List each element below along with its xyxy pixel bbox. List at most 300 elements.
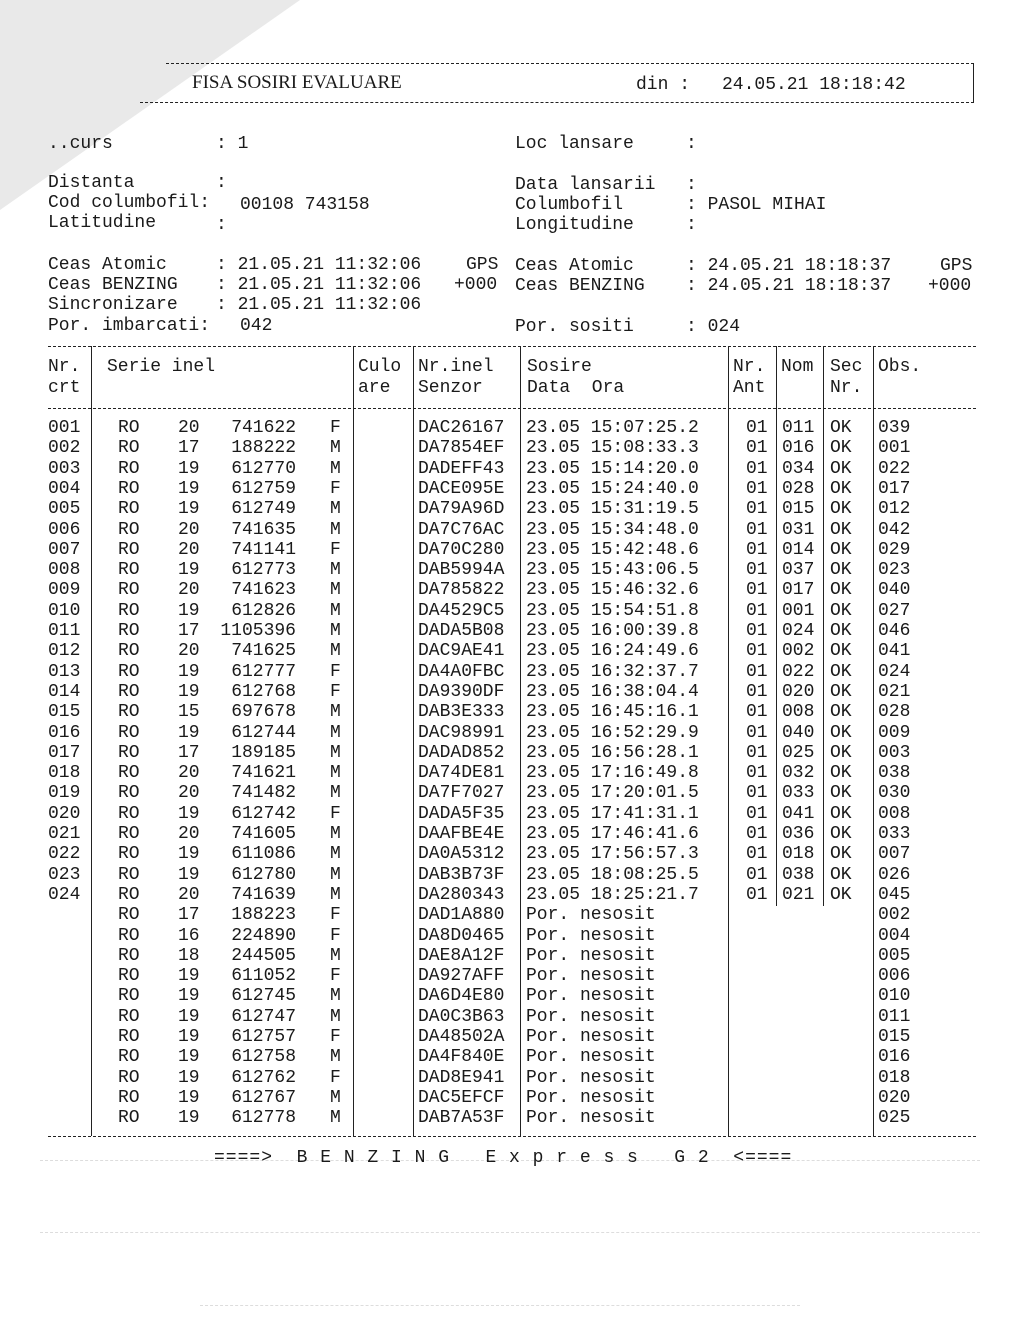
cell-an: 20: [178, 580, 200, 601]
ceas-benzing-start-label: Ceas BENZING: [48, 275, 178, 295]
cell-nom: 016: [782, 438, 815, 459]
cell-tara: RO: [118, 478, 140, 499]
cell-crt: 008: [48, 560, 81, 581]
cell-an: 19: [178, 966, 200, 987]
cell-obs: 004: [878, 925, 911, 946]
cell-an: 19: [178, 661, 200, 682]
cell-senzor: DA927AFF: [418, 966, 505, 987]
cell-nom: 008: [782, 702, 815, 723]
cell-sex: M: [330, 702, 341, 723]
header-crt: crt: [48, 378, 81, 398]
cell-crt: 001: [48, 418, 81, 438]
cell-an: 20: [178, 884, 200, 905]
cell-nr: 224890: [231, 925, 296, 946]
cell-tara: RO: [118, 600, 140, 621]
cell-nr: 741622: [231, 418, 296, 438]
cell-senzor: DA8D0465: [418, 925, 505, 946]
cell-nr: 189185: [231, 742, 296, 763]
cell-sosire: Por. nesosit: [526, 1067, 656, 1088]
cell-senzor: DA79A96D: [418, 499, 505, 520]
cell-sec: OK: [830, 539, 852, 560]
header-top-border: [166, 63, 974, 64]
cell-senzor: DA9390DF: [418, 681, 505, 702]
table-row: [0, 723, 1024, 743]
cell-sec: OK: [830, 418, 852, 438]
cell-nom: 001: [782, 600, 815, 621]
cell-sex: F: [330, 966, 341, 987]
cell-sosire: 23.05 17:16:49.8: [526, 763, 699, 784]
cell-sex: M: [330, 621, 341, 641]
cell-senzor: DAC98991: [418, 722, 505, 743]
cell-tara: RO: [118, 1067, 140, 1088]
cell-an: 19: [178, 458, 200, 479]
cell-ant: 01: [746, 884, 768, 905]
header-right-border: [973, 63, 974, 103]
cell-sex: F: [330, 478, 341, 499]
footer-brand: ====> B E N Z I N G E x p r e s s G 2 <====: [214, 1148, 793, 1168]
cell-obs: 038: [878, 763, 911, 784]
cod-columbofil-label: Cod columbofil:: [48, 193, 211, 213]
cell-nr: 612749: [231, 499, 296, 520]
table-row: [0, 804, 1024, 824]
cell-nr: 741482: [231, 783, 296, 804]
cell-senzor: DACE095E: [418, 478, 505, 499]
cell-nr: 612744: [231, 722, 296, 743]
cell-an: 17: [178, 438, 200, 459]
cell-sec: OK: [830, 742, 852, 763]
cell-sosire: Por. nesosit: [526, 966, 656, 987]
table-row: [0, 580, 1024, 600]
distanta-value: :: [216, 173, 227, 193]
cell-sec: OK: [830, 641, 852, 662]
cell-crt: 013: [48, 661, 81, 682]
cell-obs: 005: [878, 945, 911, 966]
ceas-atomic-end-suffix: GPS: [940, 256, 973, 276]
cell-sex: F: [330, 1067, 341, 1088]
table-row: [0, 1108, 1024, 1128]
header-nr-inel: Nr.inel: [418, 357, 494, 377]
cell-senzor: DAB7A53F: [418, 1108, 505, 1129]
cell-nom: 034: [782, 458, 815, 479]
cell-sex: F: [330, 1027, 341, 1047]
cell-sec: OK: [830, 864, 852, 885]
cell-sex: M: [330, 641, 341, 662]
ceas-atomic-start-value: : 21.05.21 11:32:06: [216, 255, 422, 275]
cell-obs: 011: [878, 1006, 911, 1027]
table-row: [0, 459, 1024, 479]
header-nom: Nom: [781, 357, 814, 377]
cell-tara: RO: [118, 539, 140, 560]
cell-nr: 612745: [231, 986, 296, 1007]
cell-crt: 016: [48, 722, 81, 743]
cell-senzor: DA0A5312: [418, 844, 505, 865]
cell-nr: 611052: [231, 966, 296, 987]
cell-nr: 611086: [231, 844, 296, 865]
cell-ant: 01: [746, 621, 768, 641]
table-row: [0, 621, 1024, 641]
cell-crt: 002: [48, 438, 81, 459]
cell-nr: 741635: [231, 519, 296, 540]
distanta-label: Distanta: [48, 173, 135, 193]
cell-senzor: DADA5F35: [418, 803, 505, 824]
cell-sosire: Por. nesosit: [526, 1027, 656, 1047]
table-row: [0, 986, 1024, 1006]
cell-senzor: DA280343: [418, 884, 505, 905]
cell-tara: RO: [118, 560, 140, 581]
cell-nom: 024: [782, 621, 815, 641]
cell-sec: OK: [830, 884, 852, 905]
header-nr: Nr.: [48, 357, 81, 377]
por-sositi-value: : 024: [686, 317, 741, 337]
cell-sex: F: [330, 803, 341, 824]
cell-tara: RO: [118, 986, 140, 1007]
cell-senzor: DA70C280: [418, 539, 505, 560]
cell-an: 20: [178, 783, 200, 804]
longitudine-label: Longitudine: [515, 215, 634, 235]
cell-tara: RO: [118, 722, 140, 743]
cell-senzor: DAAFBE4E: [418, 824, 505, 844]
por-imbarcati-label: Por. imbarcati:: [48, 316, 211, 336]
cell-nr: 612767: [231, 1087, 296, 1108]
cell-sec: OK: [830, 438, 852, 459]
cell-tara: RO: [118, 519, 140, 540]
cell-sosire: 23.05 16:52:29.9: [526, 722, 699, 743]
cell-nr: 612770: [231, 458, 296, 479]
cell-crt: 010: [48, 600, 81, 621]
cell-crt: 017: [48, 742, 81, 763]
cell-tara: RO: [118, 803, 140, 824]
table-row: [0, 946, 1024, 966]
table-row: [0, 438, 1024, 458]
cell-obs: 008: [878, 803, 911, 824]
cell-sex: M: [330, 1047, 341, 1068]
cell-ant: 01: [746, 824, 768, 844]
cell-tara: RO: [118, 702, 140, 723]
cell-senzor: DADEFF43: [418, 458, 505, 479]
cell-sosire: 23.05 17:41:31.1: [526, 803, 699, 824]
por-imbarcati-value: 042: [240, 316, 273, 336]
table-row: [0, 682, 1024, 702]
cell-sosire: 23.05 16:38:04.4: [526, 681, 699, 702]
cell-obs: 002: [878, 905, 911, 926]
cell-tara: RO: [118, 458, 140, 479]
cell-obs: 020: [878, 1087, 911, 1108]
cell-nr: 741621: [231, 763, 296, 784]
bleed-through-line: [200, 1305, 800, 1307]
cell-senzor: DA785822: [418, 580, 505, 601]
cell-an: 19: [178, 1087, 200, 1108]
cell-nr: 188222: [231, 438, 296, 459]
cell-sosire: 23.05 15:46:32.6: [526, 580, 699, 601]
cell-nr: 612757: [231, 1027, 296, 1047]
cell-sex: M: [330, 884, 341, 905]
cell-obs: 046: [878, 621, 911, 641]
cell-obs: 023: [878, 560, 911, 581]
cell-crt: 012: [48, 641, 81, 662]
cell-nr: 741623: [231, 580, 296, 601]
cell-crt: 024: [48, 884, 81, 905]
table-row: [0, 1068, 1024, 1088]
cell-nom: 041: [782, 803, 815, 824]
cell-ant: 01: [746, 661, 768, 682]
cell-sec: OK: [830, 478, 852, 499]
cell-sosire: 23.05 17:46:41.6: [526, 824, 699, 844]
cell-an: 19: [178, 600, 200, 621]
cell-sex: M: [330, 864, 341, 885]
cell-ant: 01: [746, 458, 768, 479]
cell-sec: OK: [830, 844, 852, 865]
cell-crt: 015: [48, 702, 81, 723]
cell-obs: 026: [878, 864, 911, 885]
cell-sec: OK: [830, 458, 852, 479]
cell-senzor: DAC5EFCF: [418, 1087, 505, 1108]
cell-nr: 244505: [231, 945, 296, 966]
cell-crt: 004: [48, 478, 81, 499]
cell-obs: 010: [878, 986, 911, 1007]
table-row: [0, 844, 1024, 864]
cell-senzor: DADA5B08: [418, 621, 505, 641]
cell-an: 19: [178, 1006, 200, 1027]
cell-tara: RO: [118, 824, 140, 844]
cell-ant: 01: [746, 681, 768, 702]
cell-nr: 741605: [231, 824, 296, 844]
header-serie-inel: Serie inel: [107, 357, 216, 377]
cell-tara: RO: [118, 945, 140, 966]
cell-crt: 022: [48, 844, 81, 865]
cell-an: 18: [178, 945, 200, 966]
cell-sosire: 23.05 15:34:48.0: [526, 519, 699, 540]
cell-obs: 040: [878, 580, 911, 601]
cell-tara: RO: [118, 641, 140, 662]
cell-obs: 030: [878, 783, 911, 804]
cell-sex: F: [330, 418, 341, 438]
cell-ant: 01: [746, 519, 768, 540]
cell-sec: OK: [830, 803, 852, 824]
ceas-benzing-start-value: : 21.05.21 11:32:06: [216, 275, 422, 295]
cell-ant: 01: [746, 539, 768, 560]
cell-sec: OK: [830, 661, 852, 682]
cell-senzor: DAD1A880: [418, 905, 505, 926]
cell-tara: RO: [118, 864, 140, 885]
cell-obs: 041: [878, 641, 911, 662]
cell-nr: 612758: [231, 1047, 296, 1068]
cell-obs: 024: [878, 661, 911, 682]
cell-sosire: 23.05 15:54:51.8: [526, 600, 699, 621]
cell-nr: 612762: [231, 1067, 296, 1088]
cell-senzor: DA0C3B63: [418, 1006, 505, 1027]
table-row: [0, 1047, 1024, 1067]
cell-crt: 005: [48, 499, 81, 520]
cell-sec: OK: [830, 824, 852, 844]
concurs-value: : 1: [216, 134, 249, 154]
data-lansarii-value: :: [686, 175, 697, 195]
table-row: [0, 1088, 1024, 1108]
cell-nom: 036: [782, 824, 815, 844]
cell-obs: 006: [878, 966, 911, 987]
cell-sex: M: [330, 438, 341, 459]
cell-sosire: Por. nesosit: [526, 945, 656, 966]
cell-ant: 01: [746, 438, 768, 459]
cell-an: 19: [178, 722, 200, 743]
cell-nr: 612759: [231, 478, 296, 499]
cell-senzor: DA4529C5: [418, 600, 505, 621]
cell-ant: 01: [746, 702, 768, 723]
cell-an: 20: [178, 641, 200, 662]
cell-sosire: Por. nesosit: [526, 1108, 656, 1129]
cell-an: 20: [178, 418, 200, 438]
date-value: 24.05.21 18:18:42: [722, 75, 906, 95]
header-obs: Obs.: [878, 357, 922, 377]
cell-tara: RO: [118, 966, 140, 987]
cell-sex: M: [330, 1108, 341, 1129]
cell-tara: RO: [118, 1027, 140, 1047]
cell-obs: 029: [878, 539, 911, 560]
cell-nom: 011: [782, 418, 815, 438]
header-culoare-top: Culo: [358, 357, 402, 377]
cell-obs: 045: [878, 884, 911, 905]
cell-sosire: 23.05 16:56:28.1: [526, 742, 699, 763]
cell-tara: RO: [118, 438, 140, 459]
cell-senzor: DA48502A: [418, 1027, 505, 1047]
cell-ant: 01: [746, 742, 768, 763]
cell-sex: M: [330, 783, 341, 804]
cell-sosire: 23.05 15:14:20.0: [526, 458, 699, 479]
cell-tara: RO: [118, 925, 140, 946]
cell-sosire: Por. nesosit: [526, 905, 656, 926]
cell-nom: 014: [782, 539, 815, 560]
cell-senzor: DA7F7027: [418, 783, 505, 804]
cell-tara: RO: [118, 681, 140, 702]
cell-tara: RO: [118, 499, 140, 520]
table-row: [0, 1027, 1024, 1047]
cell-nr: 1105396: [220, 621, 296, 641]
cell-ant: 01: [746, 844, 768, 865]
cell-ant: 01: [746, 722, 768, 743]
cell-crt: 009: [48, 580, 81, 601]
cell-nom: 021: [782, 884, 815, 905]
cell-sex: M: [330, 824, 341, 844]
cell-sex: M: [330, 560, 341, 581]
cell-crt: 023: [48, 864, 81, 885]
table-row: [0, 743, 1024, 763]
cell-sex: M: [330, 1087, 341, 1108]
cell-sex: M: [330, 600, 341, 621]
table-row: [0, 520, 1024, 540]
cell-obs: 025: [878, 1108, 911, 1129]
columbofil-label: Columbofil: [515, 195, 624, 215]
cell-senzor: DAC26167: [418, 418, 505, 438]
cell-nr: 612778: [231, 1108, 296, 1129]
cell-nom: 022: [782, 661, 815, 682]
cell-tara: RO: [118, 1006, 140, 1027]
cell-an: 16: [178, 925, 200, 946]
table-row: [0, 540, 1024, 560]
cell-sosire: 23.05 15:42:48.6: [526, 539, 699, 560]
table-row: [0, 702, 1024, 722]
cell-nr: 612768: [231, 681, 296, 702]
cell-sec: OK: [830, 600, 852, 621]
cell-sec: OK: [830, 499, 852, 520]
cell-an: 19: [178, 803, 200, 824]
cell-nom: 031: [782, 519, 815, 540]
cell-sex: M: [330, 722, 341, 743]
cell-tara: RO: [118, 1087, 140, 1108]
cell-obs: 007: [878, 844, 911, 865]
ceas-benzing-end-value: : 24.05.21 18:18:37: [686, 276, 892, 296]
cell-tara: RO: [118, 621, 140, 641]
cell-sex: M: [330, 763, 341, 784]
cell-sec: OK: [830, 702, 852, 723]
cell-obs: 027: [878, 600, 911, 621]
cell-an: 19: [178, 864, 200, 885]
cell-an: 19: [178, 560, 200, 581]
table-row: [0, 783, 1024, 803]
cell-obs: 028: [878, 702, 911, 723]
cell-an: 19: [178, 681, 200, 702]
cell-obs: 039: [878, 418, 911, 438]
cell-ant: 01: [746, 763, 768, 784]
cell-sosire: 23.05 17:20:01.5: [526, 783, 699, 804]
cell-sec: OK: [830, 681, 852, 702]
cell-sosire: 23.05 16:24:49.6: [526, 641, 699, 662]
cell-sosire: 23.05 15:07:25.2: [526, 418, 699, 438]
cell-nr: 188223: [231, 905, 296, 926]
latitudine-value: :: [216, 215, 227, 235]
cell-nr: 697678: [231, 702, 296, 723]
cell-sosire: 23.05 15:24:40.0: [526, 478, 699, 499]
cell-tara: RO: [118, 742, 140, 763]
cell-obs: 003: [878, 742, 911, 763]
cell-an: 19: [178, 844, 200, 865]
table-bottom-border: [48, 1136, 976, 1137]
table-row: [0, 865, 1024, 885]
cell-sosire: Por. nesosit: [526, 1047, 656, 1068]
cell-sosire: Por. nesosit: [526, 1006, 656, 1027]
cell-crt: 019: [48, 783, 81, 804]
ceas-atomic-end-value: : 24.05.21 18:18:37: [686, 256, 892, 276]
cell-sex: F: [330, 681, 341, 702]
cell-ant: 01: [746, 783, 768, 804]
cell-obs: 018: [878, 1067, 911, 1088]
cell-nr: 741639: [231, 884, 296, 905]
header-sosire: Sosire: [527, 357, 592, 377]
cell-sex: M: [330, 844, 341, 865]
cell-nom: 037: [782, 560, 815, 581]
cell-nom: 033: [782, 783, 815, 804]
cell-an: 19: [178, 1108, 200, 1129]
cell-sec: OK: [830, 580, 852, 601]
table-row: [0, 824, 1024, 844]
cell-tara: RO: [118, 1108, 140, 1129]
ceas-atomic-end-label: Ceas Atomic: [515, 256, 634, 276]
cell-tara: RO: [118, 905, 140, 926]
table-row: [0, 926, 1024, 946]
folded-page-corner: [0, 0, 300, 210]
cell-sosire: 23.05 17:56:57.3: [526, 844, 699, 865]
cell-sex: F: [330, 925, 341, 946]
cell-crt: 006: [48, 519, 81, 540]
cell-sex: M: [330, 499, 341, 520]
table-row: [0, 905, 1024, 925]
cell-nom: 038: [782, 864, 815, 885]
ceas-atomic-start-label: Ceas Atomic: [48, 255, 167, 275]
cell-nom: 032: [782, 763, 815, 784]
cell-sex: M: [330, 986, 341, 1007]
cell-an: 19: [178, 499, 200, 520]
cell-nr: 612773: [231, 560, 296, 581]
ceas-benzing-end-suffix: +000: [928, 276, 972, 296]
table-header-top-border: [48, 346, 976, 347]
